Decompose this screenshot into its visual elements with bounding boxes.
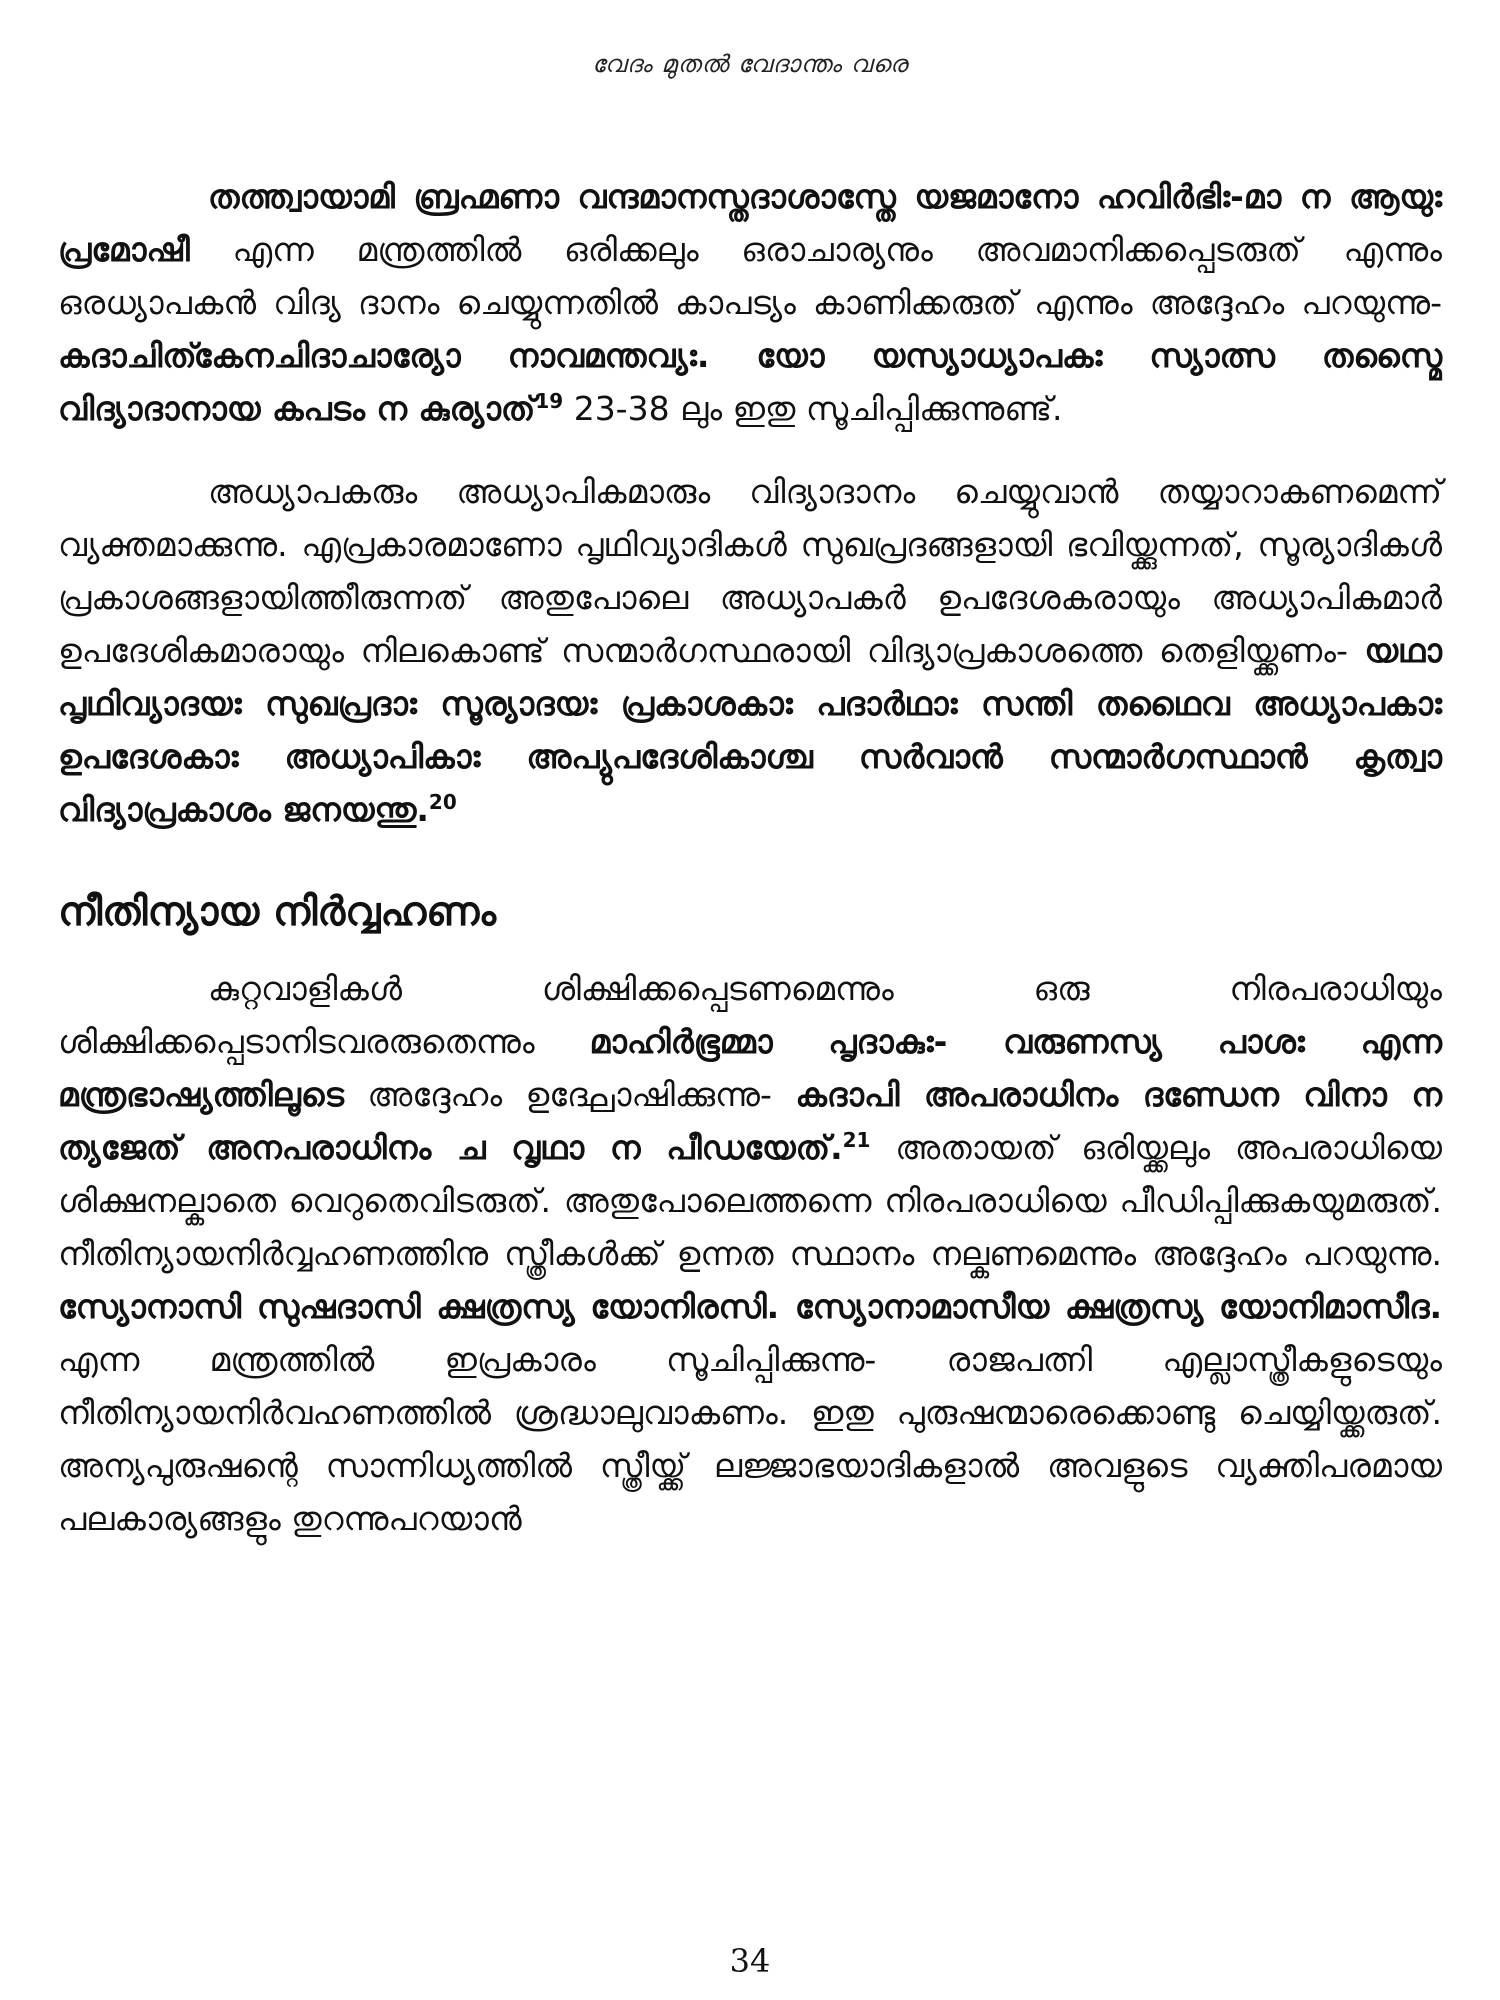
sanskrit-quote: കദാചിത്കേനചിദാചാര്യോ നാവമന്തവ്യഃ. യോ യസ്യാധ്യാപകഃ സ്യാത്സ തസ്മൈ വിദ്യാദാനായ കപടം ന കുര്യാത്: [58, 336, 1442, 428]
body-text: എന്ന മന്ത്രത്തിൽ ഇപ്രകാരം സൂചിപ്പിക്കുന്നു- രാജപത്നി എല്ലാസ്ത്രീകളുടെയും നീതിന്യായനിർവഹണത്തിൽ ശ്രദ്ധാലുവാകണം. ഇതു പുരുഷന്മാരെക്കൊണ്ടു ചെയ്യിയ്ക്കരുത്. അന്യപുരുഷന്റെ സാന്നിധ്യത്തിൽ സ്ത്രീയ്ക്ക് ലജ്ജാഭയാദികളാൽ അവളുടെ വ്യക്തിപരമായ പലകാര്യങ്ങളും തുറന്നുപറയാൻ: [58, 1340, 1442, 1538]
section-heading: നീതിന്യായ നിർവ്വഹണം: [58, 889, 497, 935]
sanskrit-quote: തത്ത്വായാമി ബ്രഹ്മണാ വന്ദമാനസ്തദാശാസ്തേ യജമാനോ ഹവിർഭിഃ-മാ ന ആയുഃ പ്രമോഷീ: [58, 177, 1442, 269]
sanskrit-quote: മാഹിർഭൂമ്മാ പൃദാകുഃ- വരുണസ്യ പാശഃ എന്ന മന്ത്രഭാഷ്യത്തിലൂടെ: [58, 1022, 1442, 1114]
body-text: കുറ്റവാളികൾ ശിക്ഷിക്കപ്പെടണമെന്നും ഒരു നിരപരാധിയും ശിക്ഷിക്കപ്പെടാനിടവരരുതെന്നും: [58, 969, 1442, 1061]
running-header: വേദം മുതൽ വേദാന്തം വരെ: [591, 50, 909, 78]
footnote-ref-21: 21: [842, 1128, 871, 1152]
sanskrit-quote: കദാപി അപരാധിനം ദണ്ഡേന വിനാ ന ത്യജേത് അനപരാധിനം ച വൃഥാ ന പീഡയേത്.: [58, 1075, 1443, 1167]
page-number: 34: [729, 1942, 771, 1980]
page-body: [58, 170, 1442, 1575]
sanskrit-quote: സ്യോനാസി സുഷദാസി ക്ഷത്രസ്യ യോനിരസി. സ്യോനാമാസീയ ക്ഷത്രസ്യ യോനിമാസീദ.: [58, 1287, 1442, 1326]
paragraph-1: [58, 170, 1442, 435]
body-text: 23-38 ലും ഇതു സൂചിപ്പിക്കുന്നുണ്ട്.: [563, 389, 1063, 428]
body-text: അധ്യാപകരും അധ്യാപികമാരും വിദ്യാദാനം ചെയ്യുവാൻ തയ്യാറാകണമെന്ന് വ്യക്തമാക്കുന്നു. എപ്രകാരമാണോ പൃഥിവ്യാദികൾ സുഖപ്രദങ്ങളായി ഭവിയ്ക്കുന്നത്, സൂര്യാദികൾ പ്രകാശങ്ങളായിത്തീരുന്നത് അതുപോലെ അധ്യാപകർ ഉപദേശകരായും അധ്യാപികമാർ ഉപദേശികമാരായും നിലകൊണ്ട് സന്മാർഗസ്ഥരായി വിദ്യാപ്രകാശത്തെ തെളിയ്ക്കണം-: [58, 472, 1442, 670]
footnote-ref-19: 19: [535, 389, 564, 413]
body-text: അതായത് ഒരിയ്ക്കലും അപരാധിയെ ശിക്ഷനല്കാതെ വെറുതെവിടരുത്. അതുപോലെത്തന്നെ നിരപരാധിയെ പീഡിപ്പിക്കുകയുമരുത്. നീതിന്യായനിർവ്വഹണത്തിനു സ്ത്രീകൾക്ക് ഉന്നത സ്ഥാനം നല്കണമെന്നും അദ്ദേഹം പറയുന്നു.: [58, 1128, 1442, 1273]
sanskrit-quote: യഥാ പൃഥിവ്യാദയഃ സുഖപ്രദാഃ സൂര്യാദയഃ പ്രകാശകാഃ പദാർഥാഃ സന്തി തഥൈവ അധ്യാപകാഃ ഉപദേശകാഃ അധ്യാപികാഃ അപ്യുപദേശികാശ്ച സർവാൻ സന്മാർഗസ്ഥാൻ കൃത്വാ വിദ്യാപ്രകാശം ജനയന്തു.: [58, 631, 1442, 829]
paragraph-3: [58, 962, 1442, 1545]
paragraph-2: [58, 465, 1442, 836]
body-text: അദ്ദേഹം ഉദ്ഘോഷിക്കുന്നു-: [343, 1075, 796, 1114]
footnote-ref-20: 20: [428, 790, 457, 814]
body-text: എന്ന മന്ത്രത്തിൽ ഒരിക്കലും ഒരാചാര്യനും അവമാനിക്കപ്പെടരുത് എന്നും ഒരധ്യാപകൻ വിദ്യ ദാനം ചെയ്യുന്നതിൽ കാപട്യം കാണിക്കരുത് എന്നും അദ്ദേഹം പറയുന്നു-: [58, 230, 1442, 322]
